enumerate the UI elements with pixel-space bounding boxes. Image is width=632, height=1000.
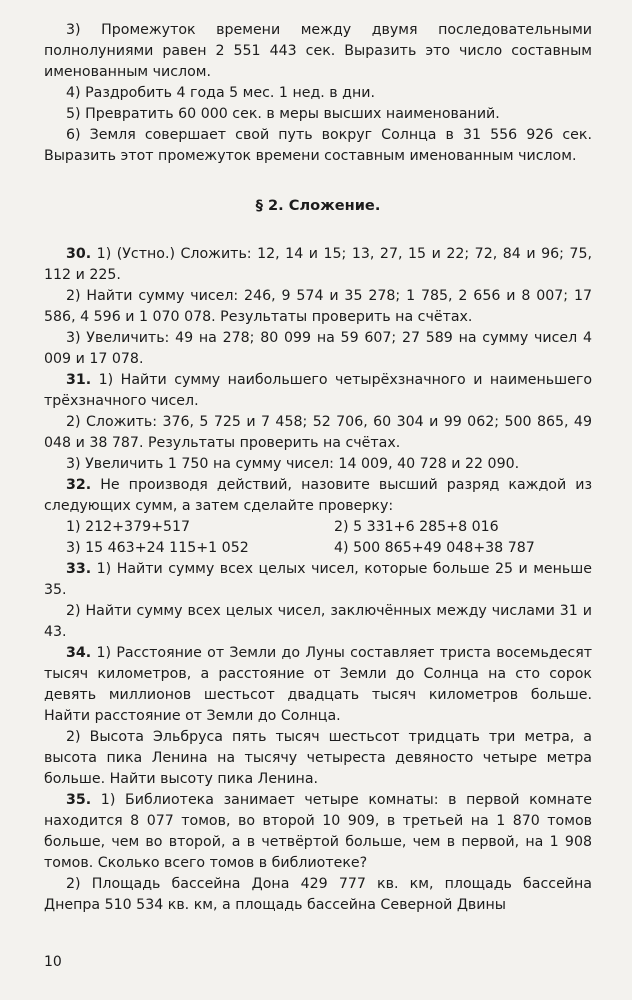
problem-4: 4) Раздробить 4 года 5 мес. 1 нед. в дни. <box>66 85 375 101</box>
sum-item: 3) 15 463+24 115+1 052 <box>66 540 249 556</box>
exercise-number: 31. <box>66 372 92 388</box>
sum-item: 1) 212+379+517 <box>66 519 191 535</box>
exercise-30-1: 30. 1) (Устно.) Сложить: 12, 14 и 15; 13, 27, 15 и 22; 72, 84 и 96; 75, 112 и 225. <box>44 246 592 283</box>
exercise-33-2: 2) Найти сумму всех целых чисел, заключённых между числами 31 и 43. <box>44 603 592 640</box>
exercise-32-intro: 32. Не производя действий, назовите высший разряд каждой из следующих сумм, а затем сделайте проверку: <box>44 477 592 514</box>
exercise-30-2: 2) Найти сумму чисел: 246, 9 574 и 35 278; 1 785, 2 656 и 8 007; 17 586, 4 596 и 1 070 078. Результаты проверить на счётах. <box>44 288 592 325</box>
exercise-number: 30. <box>66 246 92 262</box>
page-text <box>44 20 592 916</box>
problem-3: 3) Промежуток времени между двумя последовательными полнолуниями равен 2 551 443 сек. Выразить это число составным именованным числом. <box>44 22 592 80</box>
exercise-number: 35. <box>66 792 92 808</box>
exercise-33-1: 33. 1) Найти сумму всех целых чисел, которые больше 25 и меньше 35. <box>44 561 592 598</box>
exercise-31-1: 31. 1) Найти сумму наибольшего четырёхзначного и наименьшего трёхзначного чисел. <box>44 372 592 409</box>
sum-item: 4) 500 865+49 048+38 787 <box>334 540 535 556</box>
exercise-35-2: 2) Площадь бассейна Дона 429 777 кв. км, площадь бассейна Днепра 510 534 кв. км, а площадь бассейна Северной Двины <box>44 876 592 913</box>
page-number: 10 <box>44 954 62 970</box>
section-title: § 2. Сложение. <box>255 197 381 214</box>
exercise-35-1: 35. 1) Библиотека занимает четыре комнаты: в первой комнате находится 8 077 томов, во второй 10 909, в третьей на 1 870 томов больше, чем во второй, а в четвёртой больше, чем в первой, на 1 908 томов. Сколько всего томов в библиотеке? <box>44 792 592 871</box>
sum-item: 2) 5 331+6 285+8 016 <box>334 519 499 535</box>
exercise-34-1: 34. 1) Расстояние от Земли до Луны составляет триста восемьдесят тысяч километров, а расстояние от Земли до Солнца на сто сорок девять миллионов шестьсот двадцать тысяч километров больше. Найти расстояние от Земли до Солнца. <box>44 645 592 724</box>
exercise-31-3: 3) Увеличить 1 750 на сумму чисел: 14 009, 40 728 и 22 090. <box>66 456 520 472</box>
exercise-number: 34. <box>66 645 92 661</box>
problem-5: 5) Превратить 60 000 сек. в меры высших наименований. <box>66 106 500 122</box>
exercise-34-2: 2) Высота Эльбруса пять тысяч шестьсот тридцать три метра, а высота пика Ленина на тысячу четыреста девяносто четыре метра больше. Найти высоту пика Ленина. <box>44 729 592 787</box>
exercise-number: 33. <box>66 561 92 577</box>
exercise-30-3: 3) Увеличить: 49 на 278; 80 099 на 59 607; 27 589 на сумму чисел 4 009 и 17 078. <box>44 330 592 367</box>
exercise-number: 32. <box>66 477 92 493</box>
problem-6: 6) Земля совершает свой путь вокруг Солнца в 31 556 926 сек. Выразить этот промежуток времени составным именованным числом. <box>44 127 592 164</box>
exercise-31-2: 2) Сложить: 376, 5 725 и 7 458; 52 706, 60 304 и 99 062; 500 865, 49 048 и 38 787. Результаты проверить на счётах. <box>44 414 592 451</box>
sums-list <box>44 517 592 559</box>
